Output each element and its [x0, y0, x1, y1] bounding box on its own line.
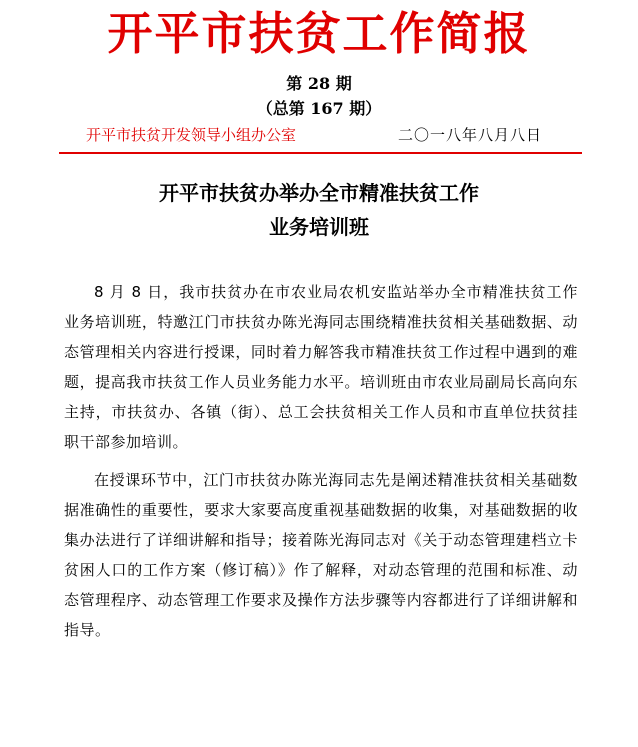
masthead-title: 开平市扶贫工作简报: [107, 7, 531, 60]
paragraph: 在授课环节中，江门市扶贫办陈光海同志先是阐述精准扶贫相关基础数据准确性的重要性，要求大家要高度重视基础数据的收集，对基础数据的收集办法进行了详细讲解和指导；接着陈光海同志对《关于动态管理建档立卡贫困人口的工作方案（修订稿）》作了解释，对动态管理的范围和标准、动态管理程序、动态管理工作要求及操作方法步骤等内容都进行了详细讲解和指导。: [64, 471, 578, 639]
article-title-line1: 开平市扶贫办举办全市精准扶贫工作: [159, 181, 479, 205]
article-body: [64, 277, 578, 653]
issue-date: 二〇一八年八月八日: [398, 126, 543, 144]
issue-number: 第 28 期: [286, 74, 352, 93]
issuing-office: 开平市扶贫开发领导小组办公室: [86, 126, 297, 144]
paragraph: 8 月 8 日，我市扶贫办在市农业局农机安监站举办全市精准扶贫工作业务培训班，特邀江门市扶贫办陈光海同志围绕精准扶贫相关基础数据、动态管理相关内容进行授课，同时着力解答我市精准扶贫工作过程中遇到的难题，提高我市扶贫工作人员业务能力水平。培训班由市农业局副局长高向东主持，市扶贫办、各镇（街）、总工会扶贫相关工作人员和市直单位扶贫挂职干部参加培训。: [64, 283, 578, 451]
article-title-line2: 业务培训班: [269, 215, 369, 239]
total-issue-number: （总第 167 期）: [256, 99, 382, 118]
red-divider: [59, 152, 582, 154]
